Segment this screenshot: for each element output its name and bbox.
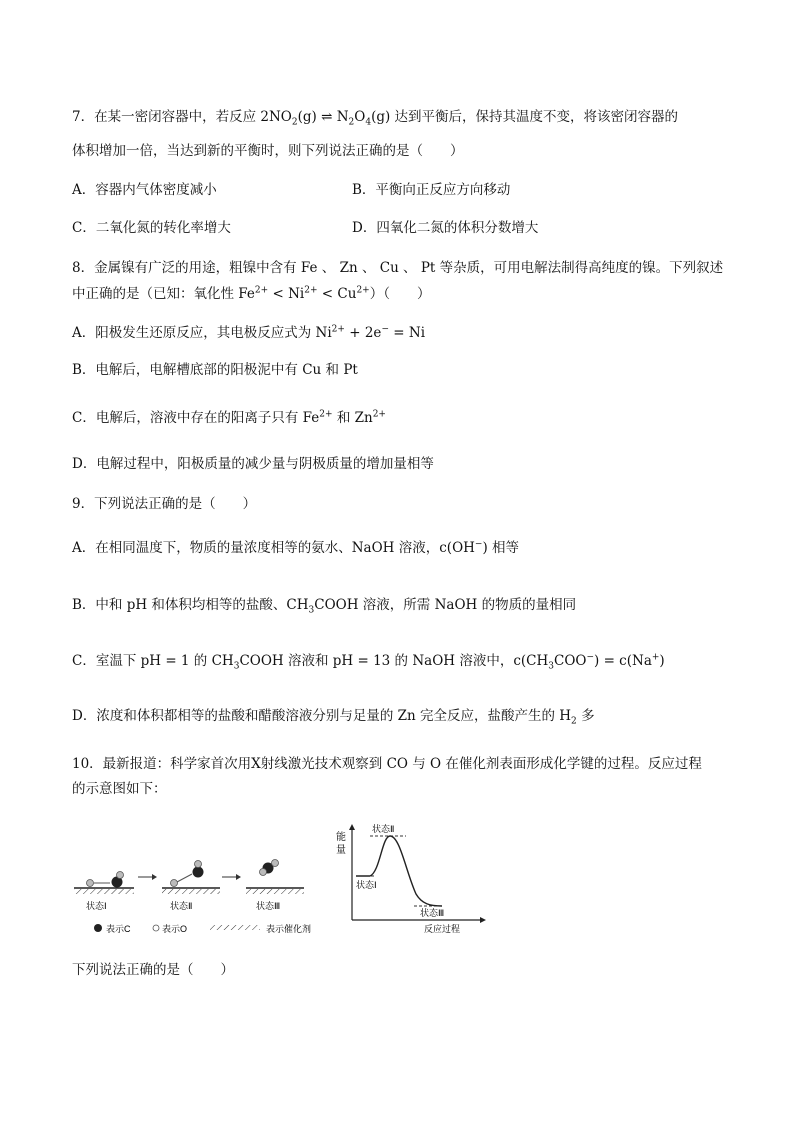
legend-c: 表示C bbox=[106, 924, 131, 934]
q8-opt-a-text1: A．阳极发生还原反应，其电极反应式为 Ni bbox=[72, 325, 332, 341]
q9-opt-b-sub: 3 bbox=[308, 605, 315, 616]
q9-opt-c-sub2: 3 bbox=[548, 661, 554, 672]
q7-stem-end: 达到平衡后，保持其温度不变，将该密闭容器的 bbox=[394, 109, 679, 125]
eq-left: 2NO bbox=[260, 109, 292, 125]
x-label: 反应过程 bbox=[424, 924, 461, 934]
reaction-figure bbox=[70, 822, 490, 940]
q8-stem-part3: < Cu bbox=[317, 286, 357, 302]
q8-option-b: B．电解后，电解槽底部的阳极泥中有 Cu 和 Pt bbox=[72, 362, 358, 378]
q10-stem-line1: 10．最新报道：科学家首次用X射线激光技术观察到 CO 与 O 在催化剂表面形成化学键的过程。反应过程 bbox=[72, 756, 702, 772]
q8-option-d: D．电解过程中，阳极质量的减少量与阴极质量的增加量相等 bbox=[72, 456, 434, 472]
surface-state2 bbox=[162, 861, 220, 912]
q9-opt-c-text3: COO bbox=[554, 653, 587, 669]
q8-opt-c-text1: C．电解后，溶液中存在的阳离子只有 Fe bbox=[72, 410, 320, 426]
figure-legend bbox=[94, 923, 311, 934]
q7-stem-line2: 体积增加一倍，当达到新的平衡时，则下列说法正确的是（ ） bbox=[72, 143, 464, 159]
q10-followup: 下列说法正确的是（ ） bbox=[72, 962, 234, 978]
reaction-diagram bbox=[70, 822, 490, 940]
catalyst-legend-icon bbox=[210, 925, 260, 930]
q9-opt-c-sub: 3 bbox=[233, 661, 240, 672]
q7-option-c: C．二氧化氮的转化率增大 bbox=[72, 220, 231, 236]
eq-right-state: (g) bbox=[371, 109, 391, 125]
energy-state1-label: 状态Ⅰ bbox=[356, 880, 377, 890]
q8-sup3: 2+ bbox=[356, 285, 370, 296]
eq-right-o: O bbox=[354, 109, 366, 125]
q8-opt-c-sup1: 2+ bbox=[319, 409, 333, 420]
q9-opt-c-text4: ) = c(Na bbox=[594, 653, 652, 669]
o-legend-icon bbox=[153, 925, 159, 931]
q9-stem: 9．下列说法正确的是（ ） bbox=[72, 496, 257, 512]
q8-sup2: 2+ bbox=[304, 285, 318, 296]
y-label-1: 能 bbox=[336, 832, 346, 843]
q9-option-c bbox=[72, 651, 665, 671]
q9-opt-c-text1: C．室温下 pH = 1 的 CH bbox=[72, 653, 234, 669]
q8-opt-a-sup2: − bbox=[381, 324, 389, 335]
q9-option-d bbox=[72, 706, 595, 726]
o-atom-icon bbox=[117, 872, 124, 879]
q9-option-b bbox=[72, 595, 576, 615]
q8-opt-a-text3: = Ni bbox=[388, 325, 426, 341]
y-label-2: 量 bbox=[336, 845, 346, 856]
q7-stem-start: 7．在某一密闭容器中，若反应 bbox=[72, 109, 257, 125]
q9-option-a bbox=[72, 538, 519, 558]
eq-right: N bbox=[336, 109, 349, 125]
legend-o: 表示O bbox=[162, 924, 188, 934]
eq-right-sub2: 4 bbox=[365, 117, 372, 128]
c-legend-icon bbox=[94, 924, 102, 932]
q8-opt-a-text2: + 2e bbox=[344, 325, 382, 341]
surface-state1 bbox=[74, 872, 134, 912]
energy-state2-label: 状态Ⅱ bbox=[372, 824, 395, 834]
q9-opt-a-sup: − bbox=[474, 539, 483, 550]
q8-opt-c-text2: 和 Zn bbox=[332, 410, 373, 426]
q8-option-a bbox=[72, 323, 425, 343]
q9-opt-c-sup: − bbox=[586, 652, 595, 663]
o-atom-icon bbox=[87, 880, 94, 887]
o-atom-icon bbox=[171, 880, 178, 887]
c-atom-icon bbox=[193, 867, 204, 878]
energy-state3-label: 状态Ⅲ bbox=[420, 908, 445, 918]
eq-left-state: (g) bbox=[297, 109, 317, 125]
q8-stem-line1: 8．金属镍有广泛的用途，粗镍中含有 Fe 、 Zn 、 Cu 、 Pt 等杂质，可用电解法制得高纯度的镍。下列叙述 bbox=[72, 260, 724, 276]
q7-option-d: D．四氧化二氮的体积分数增大 bbox=[352, 220, 539, 236]
q8-stem-part2: < Ni bbox=[268, 286, 305, 302]
q8-opt-c-sup2: 2+ bbox=[372, 409, 386, 420]
q9-opt-c-text5: ) bbox=[659, 653, 665, 669]
o-atom-icon bbox=[272, 860, 279, 867]
q9-opt-a-text1: A．在相同温度下，物质的量浓度相等的氨水、NaOH 溶液，c(OH bbox=[72, 540, 475, 556]
state2-label: 状态Ⅱ bbox=[170, 901, 193, 911]
legend-catalyst: 表示催化剂 bbox=[266, 924, 312, 934]
q7-option-a: A．容器内气体密度减小 bbox=[72, 182, 217, 198]
q9-opt-d-text1: D．浓度和体积都相等的盐酸和醋酸溶液分别与足量的 Zn 完全反应，盐酸产生的 H bbox=[72, 708, 572, 724]
q8-option-c bbox=[72, 408, 386, 428]
surface-state3 bbox=[246, 860, 304, 912]
energy-diagram bbox=[336, 823, 486, 934]
eq-left-sub: 2 bbox=[291, 117, 298, 128]
o-atom-icon bbox=[195, 861, 202, 868]
q9-opt-a-text2: ) 相等 bbox=[482, 540, 520, 556]
q8-stem-part1: 中正确的是（已知：氧化性 Fe bbox=[72, 286, 255, 302]
q10-stem-line2: 的示意图如下： bbox=[72, 781, 167, 797]
q7-equation bbox=[260, 109, 394, 128]
energy-curve bbox=[356, 836, 442, 906]
q7-option-b: B．平衡向正反应方向移动 bbox=[352, 182, 511, 198]
q8-opt-a-sup: 2+ bbox=[331, 324, 345, 335]
q9-opt-d-sub: 2 bbox=[571, 716, 577, 727]
q9-opt-c-text2: COOH 溶液和 pH = 13 的 NaOH 溶液中，c(CH bbox=[239, 653, 549, 669]
state3-label: 状态Ⅲ bbox=[256, 901, 281, 911]
q9-opt-c-sup2: + bbox=[651, 652, 660, 663]
state1-label: 状态Ⅰ bbox=[86, 901, 107, 911]
q9-opt-b-text2: COOH 溶液，所需 NaOH 的物质的量相同 bbox=[314, 597, 577, 613]
q7-stem-line1 bbox=[72, 107, 678, 127]
q8-stem-part4: ）（ ） bbox=[369, 286, 431, 302]
q8-stem-line2 bbox=[72, 284, 430, 304]
equilibrium-arrow-icon: ⇌ bbox=[321, 109, 333, 125]
q9-opt-b-text1: B．中和 pH 和体积均相等的盐酸、CH bbox=[72, 597, 309, 613]
q8-sup1: 2+ bbox=[254, 285, 269, 296]
eq-right-sub1: 2 bbox=[348, 117, 355, 128]
o-atom-icon bbox=[260, 869, 267, 876]
q9-opt-d-text2: 多 bbox=[576, 708, 595, 724]
